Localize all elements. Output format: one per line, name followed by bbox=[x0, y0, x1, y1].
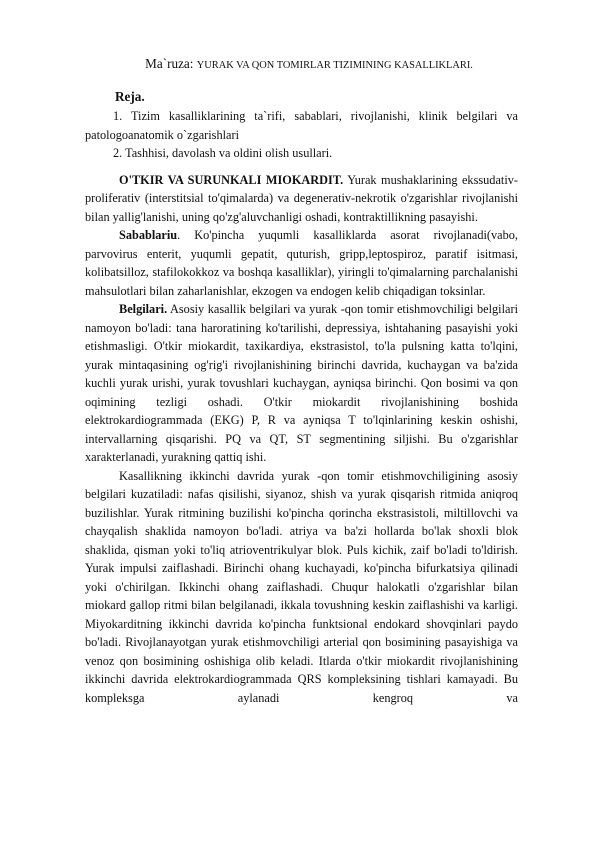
lecture-title bbox=[85, 56, 518, 72]
section-heading-myocarditis: O'TKIR VA SURUNKALI MIOKARDIT. bbox=[119, 172, 344, 187]
plan-item-1: 1. Tizim kasalliklarining ta`rifi, sabablari, rivojlanishi, klinik belgilari va patologoanatomik o`zgarishlari bbox=[85, 109, 518, 142]
paragraph-text: Yurak mushaklarining ekssudativ-proliferativ (interstitsial to'qimalarda) va degenerativ-nekrotik o'zgarishlar rivojlanishi bilan yallig'lanishi, uning qo'zg'aluvchanligi oshadi, kontraktillikning pasayishi. bbox=[85, 172, 518, 224]
lecture-topic: YURAK VA QON TOMIRLAR TIZIMINING KASALLIKLARI. bbox=[196, 60, 473, 71]
lecture-label: Ma`ruza: bbox=[145, 56, 194, 71]
section-heading-causes: Sabablariu bbox=[119, 228, 178, 242]
paragraph-text: . Ko'pincha yuqumli kasalliklarda asorat rivojlanadi(vabo, parvovirus enterit, yuqumli gepatit, quturish, gripp,leptospiroz, paratif isitmasi, kolibatsilloz, stafilokokkoz va boshqa kasalliklar), yiringli to'qimalarning parchalanishi mahsulotlari bilan zaharlanishlar, ekzogen va endogen kelib chiqadigan toksinlar. bbox=[85, 228, 518, 298]
paragraph-causes bbox=[85, 226, 518, 300]
paragraph-myocarditis bbox=[85, 171, 518, 227]
plan-item-2: 2. Tashhisi, davolash va oldini olish usullari. bbox=[113, 146, 333, 160]
paragraph-second-stage: Kasallikning ikkinchi davrida yurak -qon tomir etishmovchiligining asosiy belgilari kuzatiladi: nafas qisilishi, siyanoz, shish va yurak qisqarish ritmida aniqroq buzilishlar. Yurak ritmining buzilishi ko'pincha qorincha ekstrasistoli, miltillovchi va chayqalish shaklida namoyon bo'ladi. atriya va ba'zi hollarda bo'lak shoxli blok shaklida, qisman yoki to'liq atrioventrikulyar blok. Puls kichik, zaif bo'ladi to'ldirish. Yurak impulsi zaiflashadi. Birinchi ohang kuchayadi, ko'pincha bifurkatsiya qilinadi yoki o'chirilgan. Ikkinchi ohang zaiflashadi. Chuqur halokatli o'zgarishlar bilan miokard gallop ritmi bilan belgilanadi, ikkala tovushning keskin zaiflashishi va karligi. Miyokarditning ikkinchi davrida ko'pincha funktsional endokard shovqinlari paydo bo'ladi. Rivojlanayotgan yurak etishmovchiligi arterial qon bosimining pasayishiga va venoz qon bosimining oshishiga olib keladi. Itlarda o'tkir miokardit rivojlanishining ikkinchi davrida elektrokardiogrammada QRS kompleksining tishlari kamayadi. Bu kompleksga aylanadi kengroq va bbox=[85, 468, 518, 705]
plan-heading: Reja. bbox=[115, 89, 145, 104]
paragraph-text: Asosiy kasallik belgilari va yurak -qon tomir etishmovchiligi belgilari namoyon bo'ladi: tana haroratining ko'tarilishi, depressiya, ishtahaning pasayishi yoki etishmasligi. O'tkir miokardit, taxikardiya, ekstrasistol, to'la pulsning katta to'lqini, yurak mintaqasining og'rig'i rivojlanishining birinchi davrida, kuchaygan va ba'zida kuchli yurak urishi, yurak tovushlari kuchaygan, ayniqsa birinchi. Qon bosimi va qon oqimining tezligi oshadi. O'tkir miokardit rivojlanishining boshida elektrokardiogrammada (EKG) P, R va ayniqsa T to'lqinlarining keskin oshishi, intervallarning qisqarishi. PQ va QT, ST segmentining siljishi. Bu o'zgarishlar xarakterlanadi, yurakning qattiq ishi. bbox=[85, 302, 518, 464]
section-heading-symptoms: Belgilari. bbox=[119, 302, 168, 316]
paragraph-symptoms bbox=[85, 300, 518, 467]
